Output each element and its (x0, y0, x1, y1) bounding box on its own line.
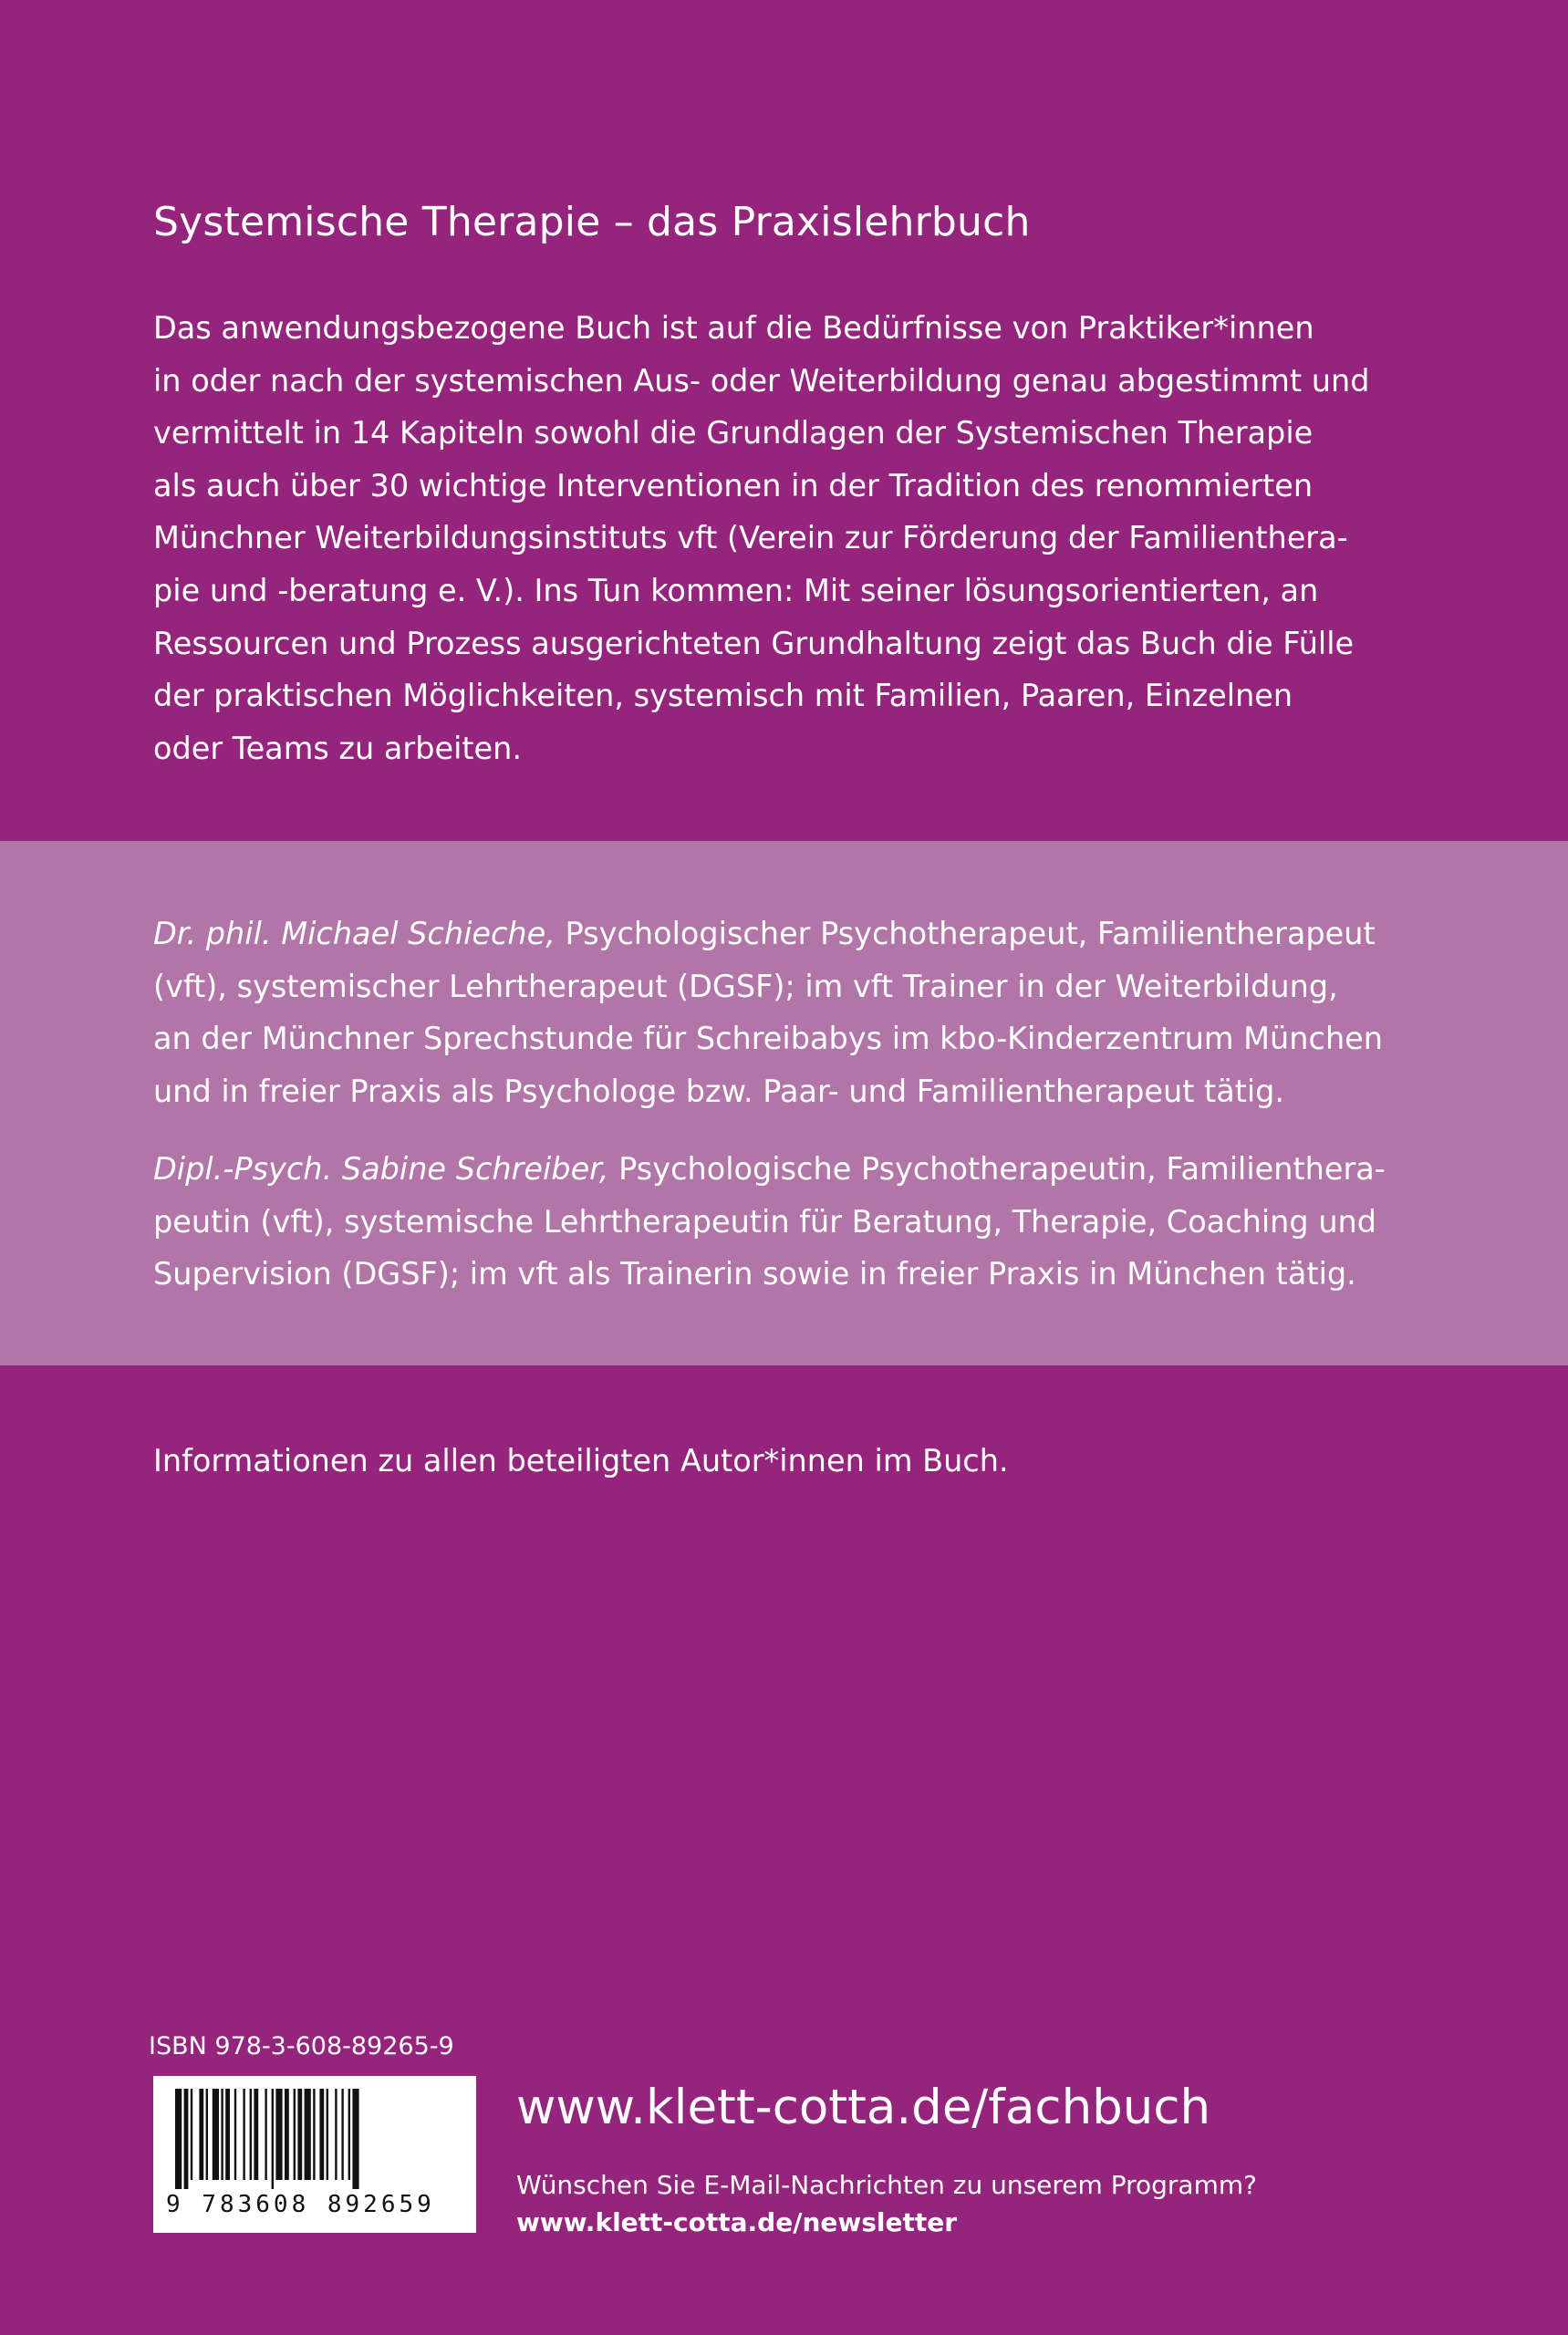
barcode-bar (348, 2089, 350, 2180)
blurb-line: Münchner Weiterbildungsinstituts vft (Verein zur Förderung der Familienthera- (153, 520, 1348, 556)
barcode-bar (243, 2089, 244, 2180)
barcode-bar (352, 2089, 358, 2189)
author-bio-line: peutin (vft), systemische Lehrtherapeutin für Beratung, Therapie, Coaching und (153, 1203, 1377, 1240)
barcode-bar (275, 2089, 282, 2180)
isbn-barcode (153, 2076, 476, 2233)
barcode-bar (294, 2089, 296, 2180)
barcode-bar (199, 2089, 203, 2180)
author-bio-line (153, 1143, 1430, 1196)
author-bio-line: an der Münchner Sprechstunde für Schreibabys im kbo-Kinderzentrum München (153, 1021, 1384, 1057)
author-name: Dr. phil. Michael Schieche, (153, 916, 556, 951)
authors-info-note: Informationen zu allen beteiligten Autor*innen im Buch. (153, 1443, 1009, 1479)
blurb-line: der praktischen Möglichkeiten, systemisch mit Familien, Paaren, Einzelnen (153, 678, 1293, 714)
barcode-bar (272, 2089, 274, 2189)
publisher-website-link[interactable]: www.klett-cotta.de/fachbuch (516, 2080, 1211, 2135)
book-description (153, 302, 1385, 774)
book-title: Systemische Therapie – das Praxislehrbuch (153, 199, 1031, 245)
barcode-bar (225, 2089, 230, 2180)
barcode-bar (250, 2089, 252, 2180)
barcode-bar (319, 2089, 324, 2180)
barcode-bar (297, 2089, 302, 2180)
barcode-bar (285, 2089, 289, 2180)
barcode-bar (305, 2089, 311, 2180)
author-bio-line: Supervision (DGSF); im vft als Trainerin sowie in freier Praxis in München tätig. (153, 1256, 1356, 1292)
barcode-bar (341, 2089, 343, 2180)
author-name: Dipl.-Psych. Sabine Schreiber, (153, 1151, 609, 1187)
author-bio-schieche (153, 908, 1430, 1117)
barcode-bar (175, 2089, 182, 2189)
author-bio-schreiber (153, 1143, 1430, 1301)
barcode-digits: 9 783608 892659 (166, 2191, 435, 2218)
isbn-label: ISBN 978-3-608-89265-9 (149, 2032, 454, 2060)
barcode-bar (265, 2089, 266, 2180)
author-bio-line: und in freier Praxis als Psychologe bzw. Paar- und Familientherapeut tätig. (153, 1073, 1285, 1109)
blurb-line: pie und -beratung e. V.). Ins Tun kommen: Mit seiner lösungsorientierten, an (153, 572, 1319, 608)
author-bio-line (153, 908, 1430, 960)
blurb-line: Das anwendungsbezogene Buch ist auf die Bedürfnisse von Praktiker*innen (153, 310, 1314, 346)
blurb-line: vermittelt in 14 Kapiteln sowohl die Grundlagen der Systemischen Therapie (153, 415, 1314, 451)
barcode-bar (191, 2089, 192, 2180)
newsletter-prompt: Wünschen Sie E-Mail-Nachrichten zu unserem Programm? (516, 2170, 1257, 2200)
barcode-bar (234, 2089, 236, 2180)
author-bio-text: Psychologische Psychotherapeutin, Familienthera- (608, 1151, 1386, 1187)
barcode-bar (206, 2089, 208, 2180)
barcode-bar (313, 2089, 315, 2180)
author-bio-text: Psychologischer Psychotherapeut, Familientherapeut (555, 916, 1376, 951)
barcode-bar (213, 2089, 219, 2180)
author-bio-line: (vft), systemischer Lehrtherapeut (DGSF); im vft Trainer in der Weiterbildung, (153, 968, 1338, 1004)
barcode-bar (327, 2089, 328, 2180)
barcode-bar (335, 2089, 337, 2180)
barcode-bar (221, 2089, 223, 2180)
barcode-bar (254, 2089, 258, 2180)
newsletter-link[interactable]: www.klett-cotta.de/newsletter (516, 2207, 958, 2237)
blurb-line: Ressourcen und Prozess ausgerichteten Grundhaltung zeigt das Buch die Fülle (153, 625, 1355, 661)
blurb-line: oder Teams zu arbeiten. (153, 730, 523, 766)
blurb-line: als auch über 30 wichtige Interventionen in der Tradition des renommierten (153, 467, 1314, 503)
blurb-line: in oder nach der systemischen Aus- oder Weiterbildung genau abgestimmt und (153, 362, 1370, 399)
barcode-bars (175, 2089, 454, 2189)
barcode-bar (184, 2089, 189, 2189)
